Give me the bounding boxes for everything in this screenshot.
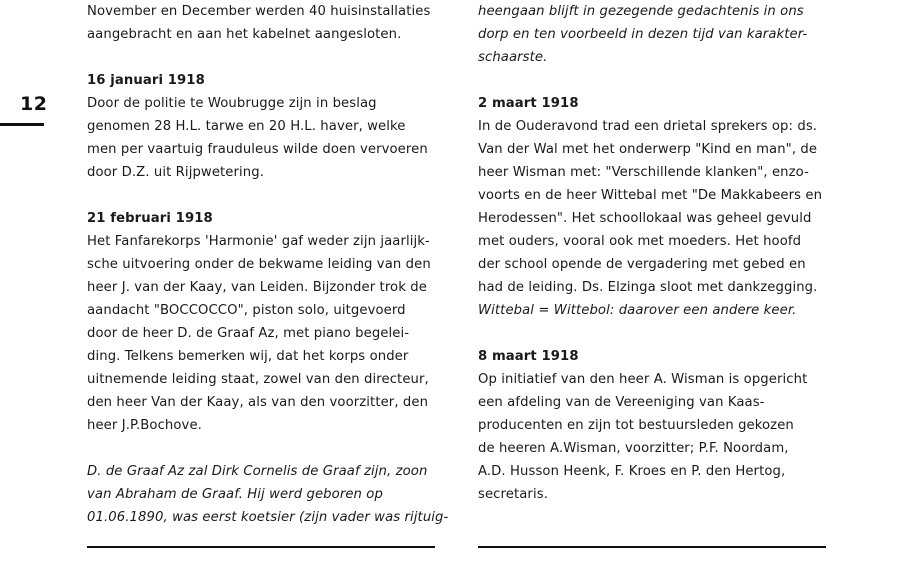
text-line: November en December werden 40 huisinstallaties bbox=[87, 4, 431, 19]
paragraph-gap bbox=[87, 46, 437, 69]
paragraph-gap bbox=[478, 69, 828, 92]
text-line: secretaris. bbox=[478, 487, 548, 502]
note-line: schaarste. bbox=[478, 50, 548, 65]
text-line: heer J.P.Bochove. bbox=[87, 418, 202, 433]
column-footer-rule-right bbox=[478, 546, 826, 548]
text-line: een afdeling van de Vereeniging van Kaas- bbox=[478, 395, 765, 410]
note-line: dorp en ten voorbeeld in dezen tijd van karakter- bbox=[478, 27, 808, 42]
paragraph-gap bbox=[87, 437, 437, 460]
page-marker-bar bbox=[0, 123, 44, 126]
entry-heading: 2 maart 1918 bbox=[478, 96, 579, 111]
text-line: heer J. van der Kaay, van Leiden. Bijzonder trok de bbox=[87, 280, 427, 295]
text-line: aandacht "BOCCOCCO", piston solo, uitgevoerd bbox=[87, 303, 406, 318]
text-line: Het Fanfarekorps 'Harmonie' gaf weder zijn jaarlijk- bbox=[87, 234, 430, 249]
paragraph-gap bbox=[87, 184, 437, 207]
text-line: had de leiding. Ds. Elzinga sloot met dankzegging. bbox=[478, 280, 818, 295]
note-line: D. de Graaf Az zal Dirk Cornelis de Graaf zijn, zoon bbox=[87, 464, 428, 479]
text-line: uitnemende leiding staat, zowel van den directeur, bbox=[87, 372, 429, 387]
text-line: Door de politie te Woubrugge zijn in beslag bbox=[87, 96, 377, 111]
text-line: der school opende de vergadering met gebed en bbox=[478, 257, 806, 272]
column-footer-rule-left bbox=[87, 546, 435, 548]
right-column bbox=[478, 0, 828, 506]
note-line: van Abraham de Graaf. Hij werd geboren op bbox=[87, 487, 383, 502]
paragraph-gap bbox=[478, 322, 828, 345]
text-line: genomen 28 H.L. tarwe en 20 H.L. haver, welke bbox=[87, 119, 406, 134]
text-line: Op initiatief van den heer A. Wisman is opgericht bbox=[478, 372, 808, 387]
text-line: aangebracht en aan het kabelnet aangesloten. bbox=[87, 27, 402, 42]
text-line: voorts en de heer Wittebal met "De Makkabeers en bbox=[478, 188, 823, 203]
left-column bbox=[87, 0, 449, 529]
text-line: In de Ouderavond trad een drietal sprekers op: ds. bbox=[478, 119, 818, 134]
text-line: men per vaartuig frauduleus wilde doen vervoeren bbox=[87, 142, 428, 157]
entry-heading: 16 januari 1918 bbox=[87, 73, 205, 88]
text-line: door D.Z. uit Rijpwetering. bbox=[87, 165, 265, 180]
text-line: ding. Telkens bemerken wij, dat het korps onder bbox=[87, 349, 409, 364]
text-line: met ouders, vooral ook met moeders. Het hoofd bbox=[478, 234, 802, 249]
note-line: Wittebal = Wittebol: daarover een andere keer. bbox=[478, 303, 797, 318]
text-line: Van der Wal met het onderwerp "Kind en man", de bbox=[478, 142, 818, 157]
text-line: de heeren A.Wisman, voorzitter; P.F. Noordam, bbox=[478, 441, 789, 456]
text-line: A.D. Husson Heenk, F. Kroes en P. den Hertog, bbox=[478, 464, 786, 479]
text-line: den heer Van der Kaay, als van den voorzitter, den bbox=[87, 395, 429, 410]
text-line: sche uitvoering onder de bekwame leiding van den bbox=[87, 257, 431, 272]
entry-heading: 8 maart 1918 bbox=[478, 349, 579, 364]
text-line: producenten en zijn tot bestuursleden gekozen bbox=[478, 418, 794, 433]
text-line: heer Wisman met: "Verschillende klanken", enzo- bbox=[478, 165, 809, 180]
note-line: 01.06.1890, was eerst koetsier (zijn vader was rijtuig- bbox=[87, 510, 449, 525]
text-line: door de heer D. de Graaf Az, met piano begelei- bbox=[87, 326, 410, 341]
entry-heading: 21 februari 1918 bbox=[87, 211, 213, 226]
note-line: heengaan blijft in gezegende gedachtenis in ons bbox=[478, 4, 804, 19]
page-number: 12 bbox=[20, 93, 48, 115]
text-line: Herodessen". Het schoollokaal was geheel gevuld bbox=[478, 211, 812, 226]
